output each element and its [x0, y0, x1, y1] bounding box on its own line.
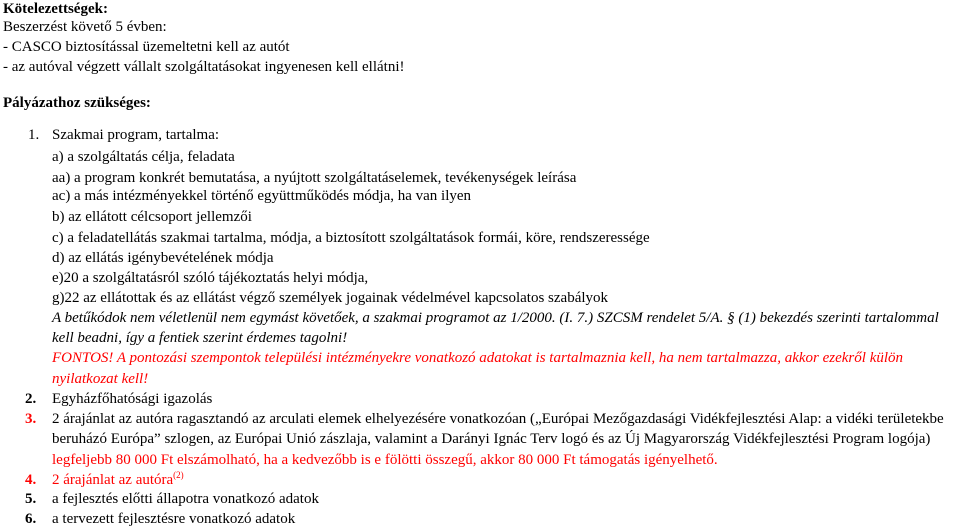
item-number: 1.	[28, 127, 40, 143]
italic-note: A betűkódok nem véletlenül nem egymást követőek, a szakmai programot az 1/2000. (I. 7.) SZCSM rendelet 5/A. § (1) bekezdés szerinti tartalommal	[52, 310, 939, 326]
subitem: e)20 a szolgáltatásról szóló tájékoztatás helyi módja,	[52, 270, 369, 286]
obligations-line: Beszerzést követő 5 évben:	[3, 19, 167, 35]
subitem: g)22 az ellátottak és az ellátást végző személyek jogainak védelmével kapcsolatos szabályok	[52, 290, 609, 306]
subitem: d) az ellátás igénybevételének módja	[52, 250, 274, 266]
warning-text: nyilatkozat kell!	[52, 371, 149, 387]
item-number: 6.	[25, 511, 37, 527]
item-text: a fejlesztés előtti állapotra vonatkozó adatok	[52, 491, 319, 507]
subitem: ac) a más intézményekkel történő együttműködés módja, ha van ilyen	[52, 188, 472, 204]
item-text: Egyházfőhatósági igazolás	[52, 391, 213, 407]
warning-label: FONTOS!	[52, 350, 114, 366]
warning-line	[52, 349, 903, 367]
item-text: Szakmai program, tartalma:	[52, 127, 220, 143]
item-text	[52, 471, 184, 489]
obligations-title: Kötelezettségek:	[3, 1, 108, 17]
italic-note: kell beadni, így a fentiek szerint érdemes tagolni!	[52, 330, 348, 346]
item-text: beruházó Európa” szlogen, az Európai Unió zászlaja, valamint a Darányi Ignác Terv logó és az Új Magyarország Vidékfejlesztési Program logója)	[52, 431, 931, 447]
required-title: Pályázathoz szükséges:	[3, 95, 151, 111]
subitem: c) a feladatellátás szakmai tartalma, módja, a biztosított szolgáltatások formái, köre, rendszeressége	[52, 230, 650, 246]
warning-text: A pontozási szempontok települési intézményekre vonatkozó adatokat is tartalmaznia kell, ha nem tartalmazza, akkor ezekről külön	[113, 350, 904, 366]
item-number: 5.	[25, 491, 37, 507]
item-text-main: 2 árajánlat az autóra	[52, 472, 174, 488]
obligations-line: - az autóval végzett vállalt szolgáltatásokat ingyenesen kell ellátni!	[3, 59, 405, 75]
item-text: 2 árajánlat az autóra ragasztandó az arculati elemek elhelyezésére vonatkozóan („Európai Mezőgazdasági Vidékfejlesztési Alap: a vidéki területekbe	[52, 411, 944, 427]
obligations-line: - CASCO biztosítással üzemeltetni kell az autót	[3, 39, 290, 55]
subitem: b) az ellátott célcsoport jellemzői	[52, 209, 252, 225]
footnote-marker: (2)	[173, 470, 184, 480]
subitem: a) a szolgáltatás célja, feladata	[52, 149, 235, 165]
item-text: a tervezett fejlesztésre vonatkozó adatok	[52, 511, 296, 527]
item-number: 4.	[25, 472, 37, 488]
item-number: 2.	[25, 391, 37, 407]
item-number: 3.	[25, 411, 37, 427]
item-text-highlight: legfeljebb 80 000 Ft elszámolható, ha a kedvezőbb is e fölötti összegű, akkor 80 000 Ft támogatás igényelhető.	[52, 452, 718, 468]
subitem: aa) a program konkrét bemutatása, a nyújtott szolgáltatáselemek, tevékenységek leírása	[52, 170, 577, 186]
